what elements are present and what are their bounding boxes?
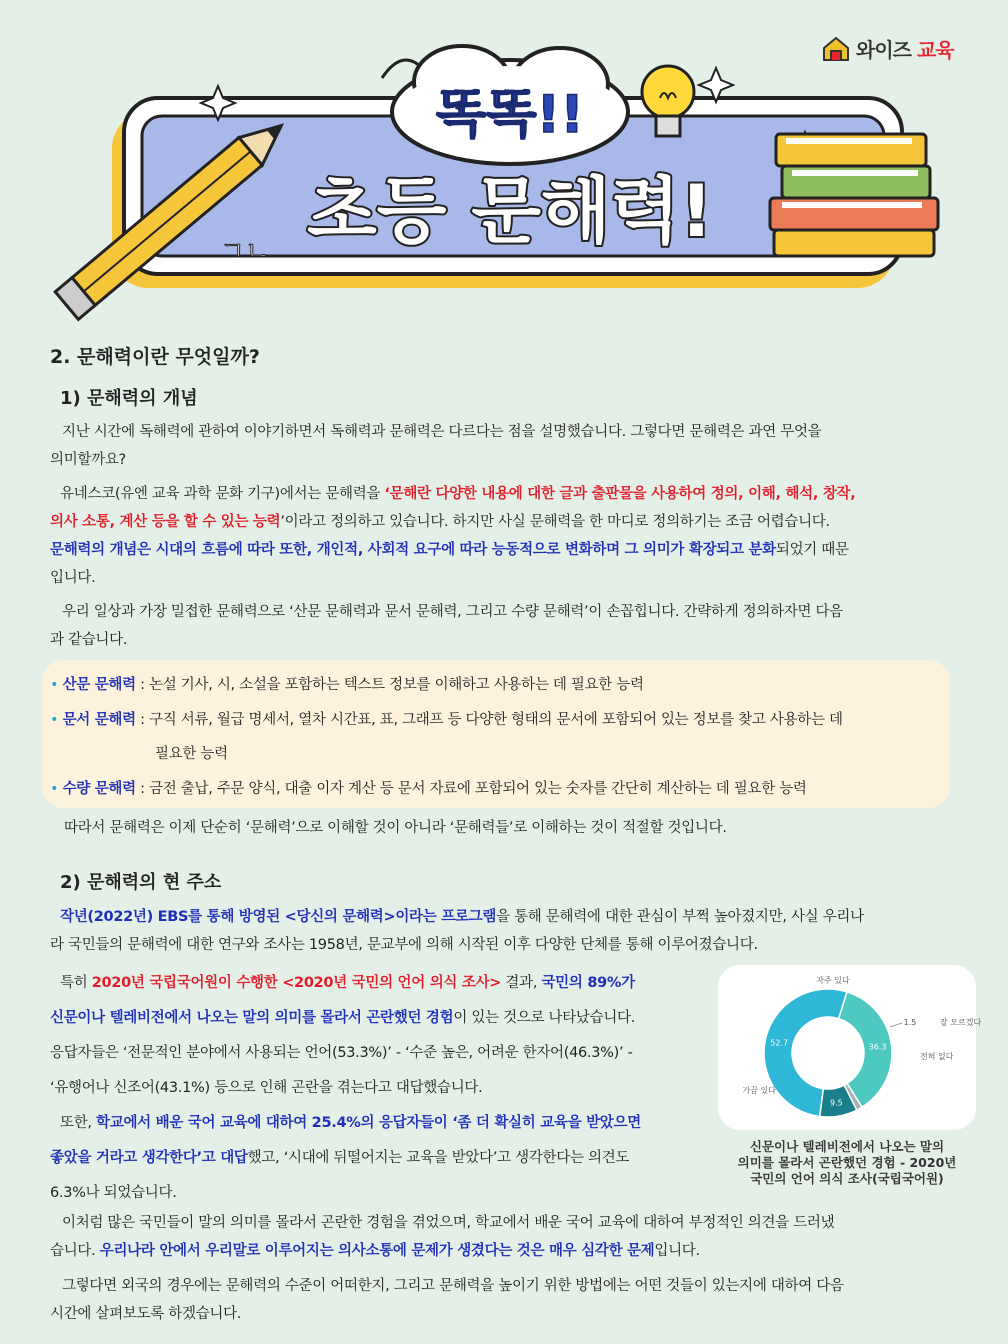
paragraph-unesco: 유네스코(유엔 교육 과학 문화 기구)에서는 문해력을 ‘문해란 다양한 내용에 대한 글과 출판물을 사용하여 정의, 이해, 해석, 창작, 의사 소통, 계산 등을 할 수 있는 능력’이라고 정의하고 있습니다. 하지만 사실 문해력을 한 마디로 정의하기는 조금 어렵습니다. 문해력의 개념은 시대의 흐름에 따라 또한, 개인적, 사회적 요구에 따라 능동적으로 변화하며 그 의미가 확장되고 분화되었기 때문 입니다. [50,486,856,586]
definition-prose: • 산문 문해력 : 논설 기사, 시, 소설을 포함하는 텍스트 정보를 이해하고 사용하는 데 필요한 능력 [50,677,644,693]
section-heading: 2. 문해력이란 무엇일까? [50,346,260,368]
logo-text: 와이즈 교육 [856,38,954,62]
paragraph-intro: 지난 시간에 독해력에 관하여 이야기하면서 독해력과 문해력은 다르다는 점을 설명했습니다. 그렇다면 문해력은 과연 무엇을 의미할까요? [50,424,822,468]
pie-category-label-1: 가끔 있다 [742,1086,776,1095]
paragraph-conclusion: 따라서 문해력은 이제 단순히 ‘문해력’으로 이해할 것이 아니라 ‘문해력들’로 이해하는 것이 적절할 것입니다. [64,820,727,836]
definition-quantitative: • 수량 문해력 : 금전 출납, 주문 양식, 대출 이자 계산 등 문서 자료에 포함되어 있는 숫자를 간단히 계산하는 데 필요한 능력 [50,781,807,797]
paragraph-survey: 특히 2020년 국립국어원이 수행한 <2020년 국민의 언어 의식 조사> 결과, 국민의 89%가 신문이나 텔레비전에서 나오는 말의 의미를 몰라서 곤란했던 경험이 있는 것으로 나타났습니다. 응답자들은 ‘전문적인 분야에서 사용되는 언어(53.3%)’ - ‘수준 높은, 어려운 한자어(46.3%)’ - ‘유행어나 신조어(43.1%) 등으로 인해 곤란을 겪는다고 대답했습니다. 또한, 학교에서 배운 국어 교육에 대하여 25.4%의 응답자들이 ‘좀 더 확실히 교육을 받았으면 좋았을 거라고 생각한다’고 대답했고, ‘시대에 뒤떨어지는 교육을 받았다’고 생각한다는 의견도 6.3%나 되었습니다. [50,975,641,1201]
title-banner [70,20,950,310]
paragraph-ebs: 작년(2022년) EBS를 통해 방영된 <당신의 문해력>이라는 프로그램을 통해 문해력에 대한 관심이 부쩍 높아졌지만, 사실 우리나 라 국민들의 문해력에 대한 연구와 조사는 1958년, 문교부에 의해 시작된 이후 다양한 단체를 통해 이루어졌습니다. [50,909,864,953]
subsection-heading-concept: 1) 문해력의 개념 [60,388,198,409]
books-icon [770,134,938,256]
paragraph-next: 그렇다면 외국의 경우에는 문해력의 수준이 어떠한지, 그리고 문해력을 높이기 위한 방법에는 어떤 것들이 있는지에 대하여 다음 시간에 살펴보도록 하겠습니다. [50,1278,844,1322]
subsection-heading-current: 2) 문해력의 현 주소 [60,872,222,893]
cloud-badge [392,46,628,164]
pie-value-label-1: 52.7 [770,1038,789,1048]
pie-value-label-3: 1.5 [903,1018,917,1027]
paragraph-types: 우리 일상과 가장 밀접한 문해력으로 ‘산문 문해력과 문서 문해력, 그리고 수량 문해력’이 손꼽힙니다. 간략하게 정의하자면 다음 과 같습니다. [50,604,843,648]
svg-text:초등 문해력!: 초등 문해력! [307,169,713,253]
survey-chart-card [718,965,982,1130]
pie-value-label-0: 36.3 [868,1042,887,1052]
pie-value-label-2: 9.5 [829,1098,843,1108]
definition-document-cont: 필요한 능력 [155,746,228,762]
definition-document: • 문서 문해력 : 구직 서류, 월급 명세서, 열차 시간표, 표, 그래프 등 다양한 형태의 문서에 포함되어 있는 정보를 찾고 사용하는 데 [50,712,843,728]
survey-pie-chart [718,965,982,1130]
svg-text:ㄱㄴ: ㄱㄴ [220,237,271,267]
chart-caption: 신문이나 텔레비전에서 나오는 말의 의미를 몰라서 곤란했던 경험 - 2020년 국민의 언어 의식 조사(국립국어원) [737,1139,957,1186]
svg-text:똑똑!!: 똑똑!! [436,85,584,145]
pie-category-label-3: 잘 모르겠다 [940,1018,982,1027]
pie-category-label-2: 전혀 없다 [920,1052,954,1061]
paragraph-problem: 이처럼 많은 국민들이 말의 의미를 몰라서 곤란한 경험을 겪었으며, 학교에서 배운 국어 교육에 대하여 부정적인 의견을 드러냈 습니다. 우리나라 안에서 우리말로 이루어지는 의사소통에 문제가 생겼다는 것은 매우 심각한 문제입니다. [50,1215,835,1259]
pie-leader-line [890,1023,902,1027]
pie-category-label-0: 자주 있다 [816,976,850,985]
